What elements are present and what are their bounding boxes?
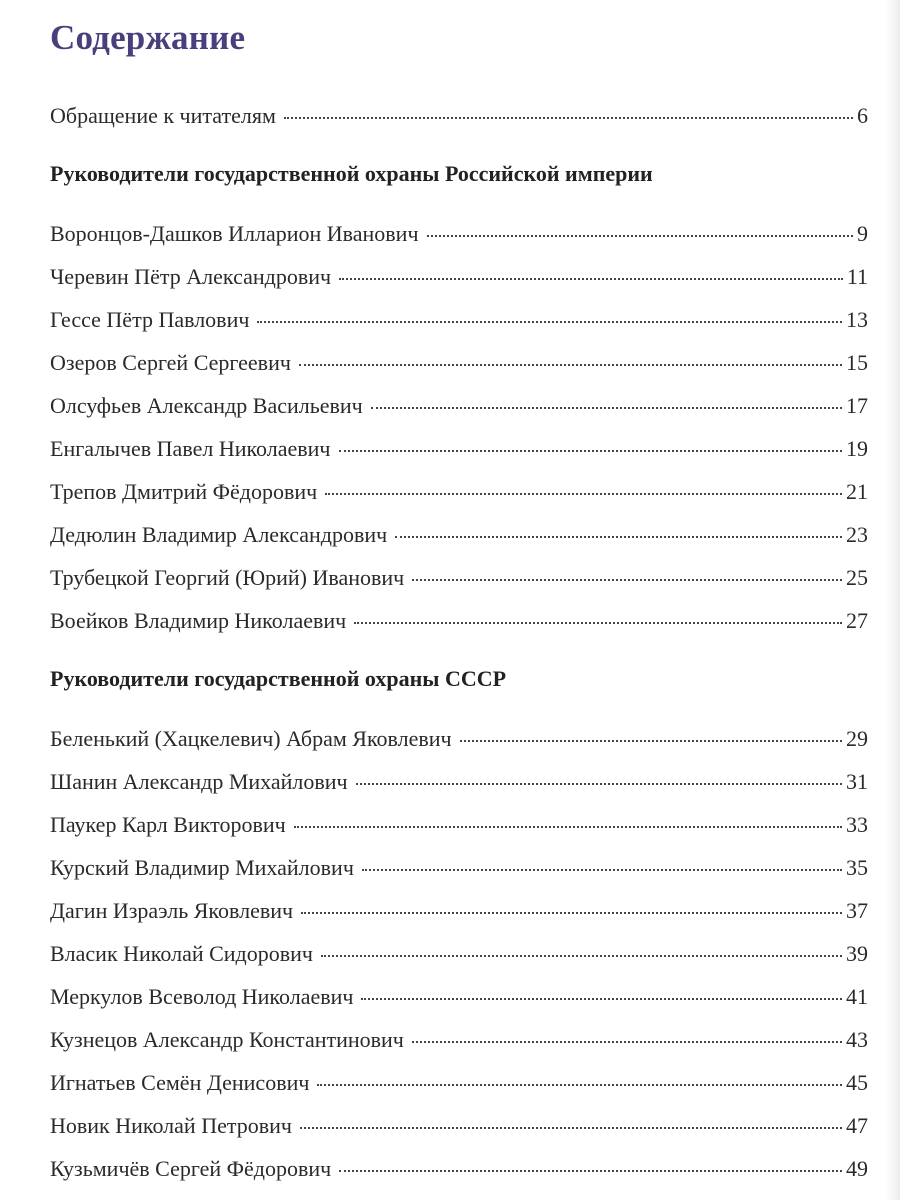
dot-leader <box>294 826 842 828</box>
section-heading-empire: Руководители государственной охраны Российской империи <box>50 161 653 186</box>
toc-entry-text: Трепов Дмитрий Фёдорович <box>50 479 318 504</box>
toc-page-number: 43 <box>846 1027 868 1052</box>
dot-leader <box>284 117 853 119</box>
toc-page-number: 41 <box>846 984 868 1009</box>
toc-entry[interactable] <box>50 521 868 549</box>
toc-entry[interactable] <box>50 983 868 1011</box>
toc-entry-text: Игнатьев Семён Денисович <box>50 1070 310 1095</box>
page-edge-shadow <box>886 0 900 1200</box>
dot-leader <box>460 740 842 742</box>
toc-entry[interactable] <box>50 1112 868 1140</box>
dot-leader <box>354 622 842 624</box>
toc-page-number: 11 <box>846 264 868 289</box>
toc-entry-text: Беленький (Хацкелевич) Абрам Яковлевич <box>50 726 452 751</box>
toc-page-number: 47 <box>846 1113 868 1138</box>
toc-entry[interactable] <box>50 854 868 882</box>
dot-leader <box>325 493 842 495</box>
toc-title: Содержание <box>50 18 246 57</box>
toc-entry-text: Воронцов-Дашков Илларион Иванович <box>50 221 419 246</box>
dot-leader <box>339 450 843 452</box>
dot-leader <box>412 579 842 581</box>
toc-entry-text: Обращение к читателям <box>50 103 276 128</box>
toc-page-number: 27 <box>846 608 868 633</box>
toc-entry-text: Шанин Александр Михайлович <box>50 769 348 794</box>
toc-page-number: 31 <box>846 769 868 794</box>
dot-leader <box>299 364 842 366</box>
toc-entry-text: Меркулов Всеволод Николаевич <box>50 984 354 1009</box>
toc-page-number: 21 <box>846 479 868 504</box>
dot-leader <box>339 1170 842 1172</box>
toc-page-number: 29 <box>846 726 868 751</box>
toc-entry-text: Власик Николай Сидорович <box>50 941 313 966</box>
dot-leader <box>395 536 842 538</box>
toc-entry-intro[interactable] <box>50 102 868 130</box>
toc-entry[interactable] <box>50 478 868 506</box>
toc-entry[interactable] <box>50 392 868 420</box>
toc-entry-text: Дедюлин Владимир Александрович <box>50 522 388 547</box>
toc-entry[interactable] <box>50 811 868 839</box>
toc-page-number: 23 <box>846 522 868 547</box>
toc-page-number: 19 <box>846 436 868 461</box>
toc-entry-text: Озеров Сергей Сергеевич <box>50 350 291 375</box>
toc-entry-text: Трубецкой Георгий (Юрий) Иванович <box>50 565 405 590</box>
dot-leader <box>362 869 842 871</box>
toc-entry[interactable] <box>50 435 868 463</box>
toc-entry-text: Паукер Карл Викторович <box>50 812 286 837</box>
toc-entry[interactable] <box>50 564 868 592</box>
toc-page-number: 45 <box>846 1070 868 1095</box>
toc-entry[interactable] <box>50 768 868 796</box>
toc-page-number: 6 <box>857 103 868 128</box>
section-heading-ussr: Руководители государственной охраны СССР <box>50 666 507 691</box>
toc-entry-text: Кузнецов Александр Константинович <box>50 1027 404 1052</box>
toc-entry[interactable] <box>50 1069 868 1097</box>
dot-leader <box>257 321 842 323</box>
toc-entry-text: Дагин Израэль Яковлевич <box>50 898 294 923</box>
toc-entry-text: Воейков Владимир Николаевич <box>50 608 347 633</box>
toc-entry[interactable] <box>50 725 868 753</box>
toc-page-number: 25 <box>846 565 868 590</box>
toc-entry[interactable] <box>50 897 868 925</box>
toc-entry-text: Кузьмичёв Сергей Фёдорович <box>50 1156 332 1181</box>
toc-page-number: 15 <box>846 350 868 375</box>
toc-entry[interactable] <box>50 1026 868 1054</box>
dot-leader <box>412 1041 842 1043</box>
dot-leader <box>371 407 842 409</box>
toc-entry[interactable] <box>50 220 868 248</box>
toc-entry-text: Новик Николай Петрович <box>50 1113 292 1138</box>
toc-entry-text: Олсуфьев Александр Васильевич <box>50 393 363 418</box>
toc-entry-text: Черевин Пётр Александрович <box>50 264 332 289</box>
toc-page-number: 49 <box>846 1156 868 1181</box>
toc-entry[interactable] <box>50 306 868 334</box>
toc-entry-text: Гессе Пётр Павлович <box>50 307 250 332</box>
dot-leader <box>317 1084 842 1086</box>
dot-leader <box>361 998 842 1000</box>
dot-leader <box>321 955 842 957</box>
toc-page-number: 13 <box>846 307 868 332</box>
toc-entry[interactable] <box>50 940 868 968</box>
toc-page-number: 9 <box>857 221 868 246</box>
toc-entry[interactable] <box>50 349 868 377</box>
toc-page-number: 17 <box>846 393 868 418</box>
dot-leader <box>301 912 842 914</box>
toc-page-number: 35 <box>846 855 868 880</box>
toc-page-number: 37 <box>846 898 868 923</box>
toc-page-number: 39 <box>846 941 868 966</box>
toc-entry-text: Енгалычев Павел Николаевич <box>50 436 331 461</box>
toc-entry-text: Курский Владимир Михайлович <box>50 855 354 880</box>
dot-leader <box>339 278 843 280</box>
toc-entry[interactable] <box>50 607 868 635</box>
dot-leader <box>300 1127 842 1129</box>
toc-entry[interactable] <box>50 263 868 291</box>
toc-entry[interactable] <box>50 1155 868 1183</box>
dot-leader <box>356 783 842 785</box>
toc-page-number: 33 <box>846 812 868 837</box>
dot-leader <box>427 235 853 237</box>
